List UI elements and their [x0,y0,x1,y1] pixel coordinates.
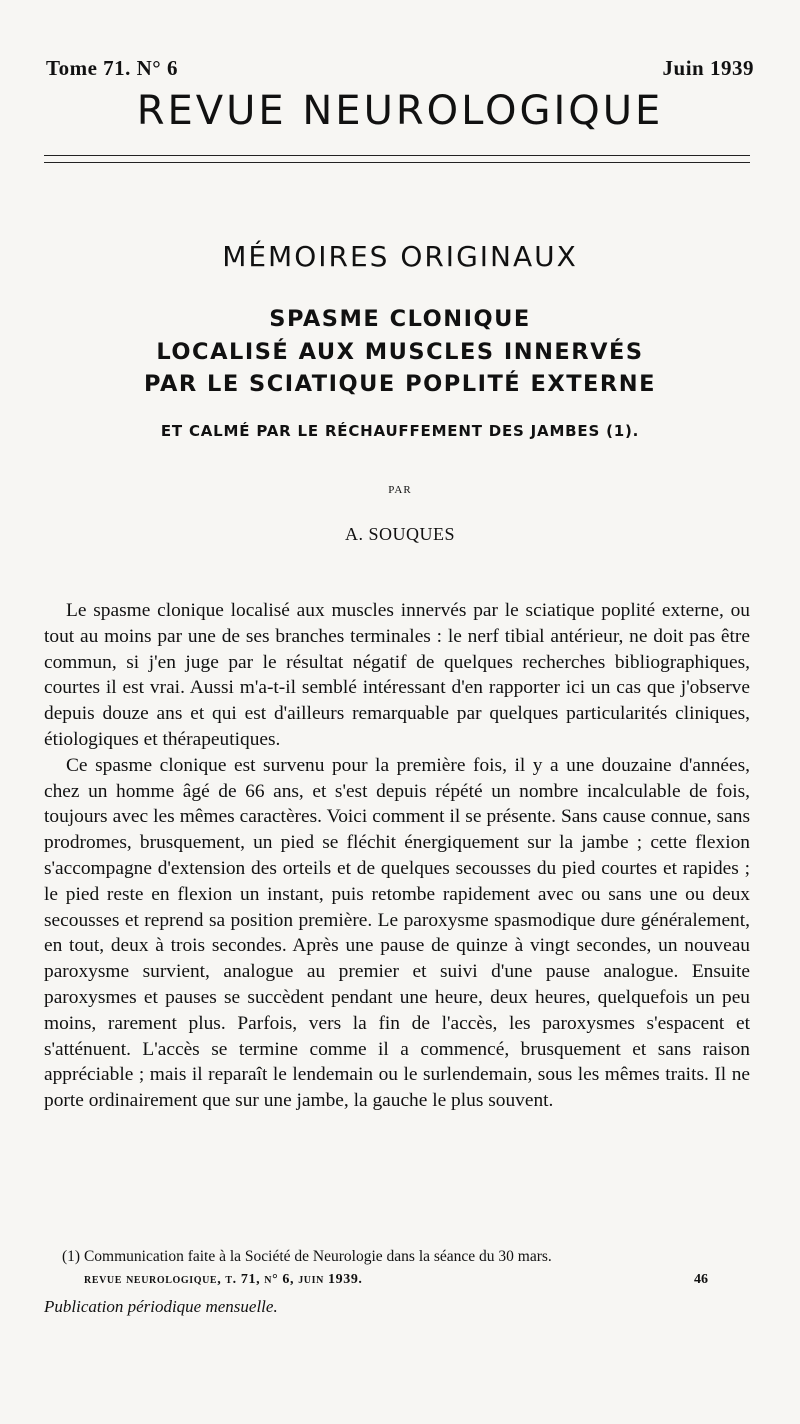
article-subtitle: ET CALMÉ PAR LE RÉCHAUFFEMENT DES JAMBES (1). [160,422,640,440]
footnote: (1) Communication faite à la Société de Neurologie dans la séance du 30 mars. [62,1248,552,1265]
article-title-line-1: SPASME CLONIQUE [269,306,531,332]
section-title: MÉMOIRES ORIGINAUX [222,240,578,273]
article-title-line-3: PAR LE SCIATIQUE POPLITÉ EXTERNE [144,371,656,397]
byline-par: PAR [388,484,412,496]
issue-date: Juin 1939 [662,56,754,80]
publication-note: Publication périodique mensuelle. [44,1297,278,1316]
body-paragraph-1: Le spasme clonique localisé aux muscles innervés par le sciatique poplité externe, ou tout au moins par une de ses branches terminales : le nerf tibial antérieur, ne doit pas être commun, si j'en juge par le résultat négatif de quelques recherches bibliographiques, courtes il est vrai. Aussi m'a-t-il semblé intéressant d'en rapporter ici un cas que j'observe depuis douze ans et qui est d'ailleurs remarquable par quelques particularités cliniques, étiologiques et thérapeutiques. [44,600,750,750]
volume-number: Tome 71. N° 6 [46,56,178,80]
journal-title: REVUE NEUROLOGIQUE [136,88,664,134]
article-title-line-2: LOCALISÉ AUX MUSCLES INNERVÉS [156,339,644,365]
article-body [44,598,750,1114]
header-rule-bottom [44,162,750,163]
running-footer [84,1272,714,1288]
running-title: revue neurologique, t. 71, n° 6, juin 1939. [84,1272,363,1287]
page-number: 46 [694,1272,708,1287]
body-paragraph-2: Ce spasme clonique est survenu pour la première fois, il y a une douzaine d'années, chez un homme âgé de 66 ans, et s'est depuis répété un nombre incalculable de fois, toujours avec les mêmes caractères. Voici comment il se présente. Sans cause connue, sans prodromes, brusquement, un pied se fléchit énergiquement sur la jambe ; cette flexion s'accompagne d'extension des orteils et de quelques secousses du pied courtes et rapides ; le pied reste en flexion un instant, puis retombe rapidement avec ou sans une ou deux secousses et reprend sa position première. Le paroxysme spasmodique dure généralement, en tout, deux à trois secondes. Après une pause de quinze à vingt secondes, un nouveau paroxysme survient, analogue au premier et suivi d'une pause analogue. Ensuite paroxysmes et pauses se succèdent pendant une heure, deux heures, quelquefois un peu moins, rarement plus. Parfois, vers la fin de l'accès, les paroxysmes s'espacent et s'atténuent. L'accès se termine comme il a commencé, brusquement et sans raison appréciable ; mais il reparaît le lendemain ou le surlendemain, sous les mêmes traits. Il ne porte ordinairement que sur une jambe, la gauche le plus souvent. [44,754,750,1112]
article-author: A. SOUQUES [344,524,455,544]
header-rule-top [44,155,750,156]
issue-header [44,56,754,86]
